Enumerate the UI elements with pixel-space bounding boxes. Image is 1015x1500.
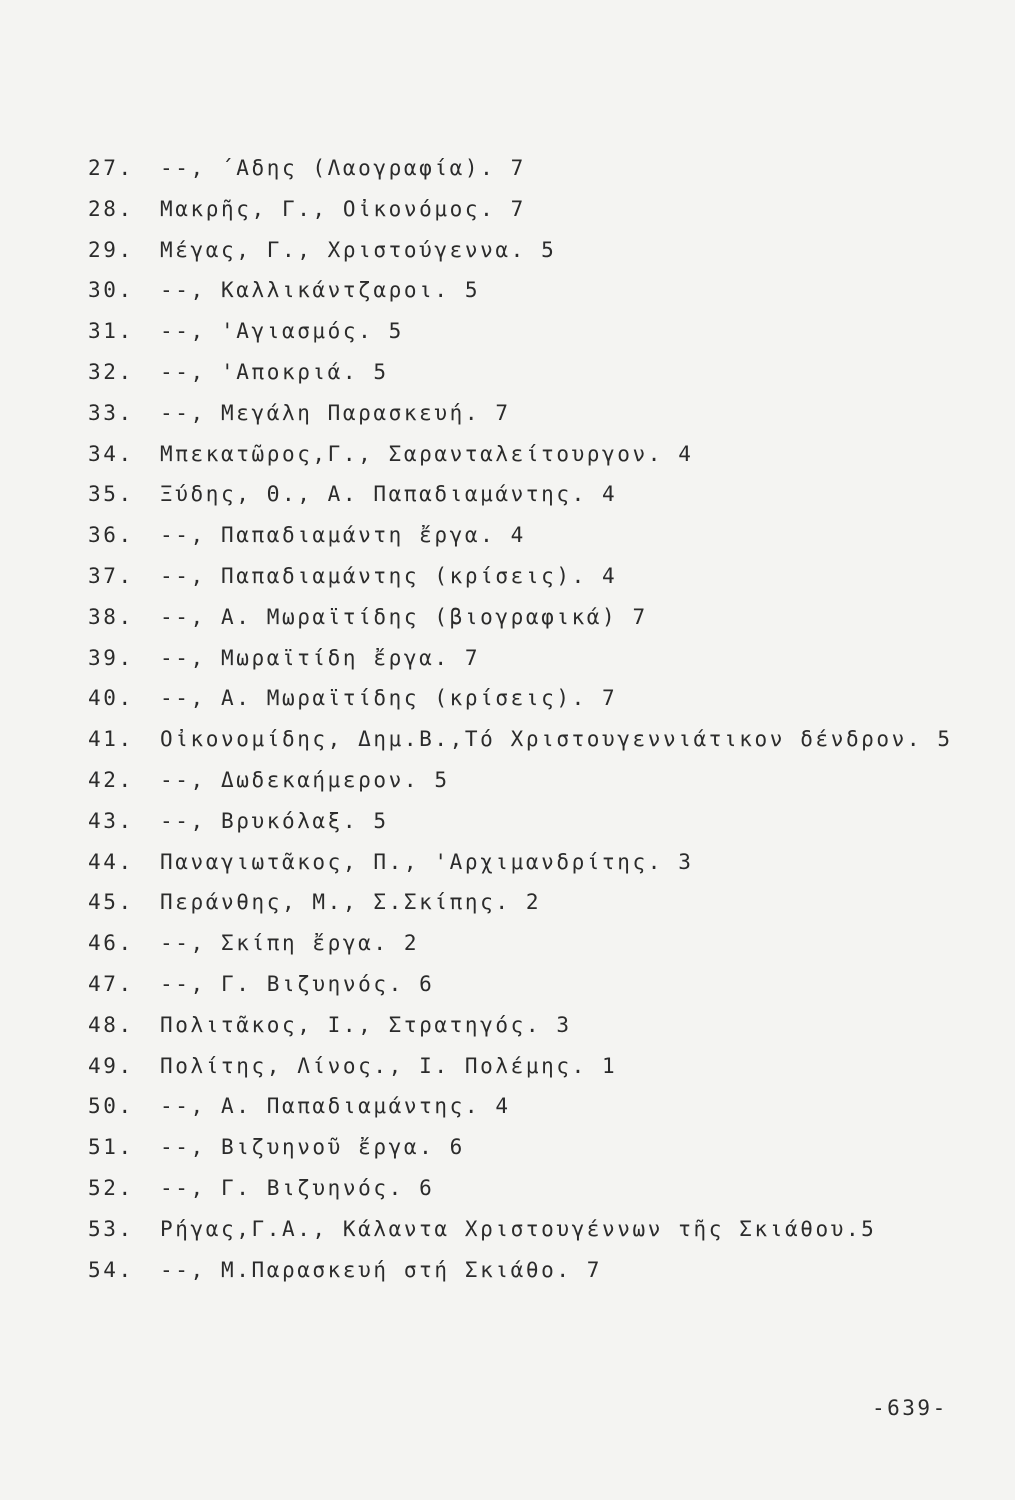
list-item xyxy=(88,230,978,271)
entry-text: Οἰκονομίδης, Δημ.Β.,Τό Χριστουγεννιάτικον δένδρον. 5 xyxy=(160,727,953,752)
entry-number: 35. xyxy=(88,482,134,507)
list-item xyxy=(88,1127,978,1168)
entry-text: Πολιτᾶκος, Ι., Στρατηγός. 3 xyxy=(160,1012,572,1037)
entry-number: 32. xyxy=(88,359,134,384)
entry-text: --, Βιζυηνοῦ ἔργα. 6 xyxy=(160,1135,465,1160)
list-item xyxy=(88,434,978,475)
list-item xyxy=(88,964,978,1005)
entry-number: 51. xyxy=(88,1135,134,1160)
entry-number: 45. xyxy=(88,890,134,915)
entry-number: 47. xyxy=(88,971,134,996)
list-item xyxy=(88,1086,978,1127)
entry-number: 29. xyxy=(88,237,134,262)
entry-number: 44. xyxy=(88,849,134,874)
list-item xyxy=(88,515,978,556)
entry-text: --, Μωραϊτίδη ἔργα. 7 xyxy=(160,645,481,670)
entry-number: 30. xyxy=(88,278,134,303)
bibliography-list xyxy=(88,148,978,1290)
list-item xyxy=(88,1250,978,1291)
list-item xyxy=(88,189,978,230)
entry-number: 31. xyxy=(88,319,134,344)
entry-number: 42. xyxy=(88,767,134,792)
entry-text: Περάνθης, Μ., Σ.Σκίπης. 2 xyxy=(160,890,542,915)
entry-number: 38. xyxy=(88,604,134,629)
page-number: -639- xyxy=(872,1396,948,1420)
entry-number: 36. xyxy=(88,523,134,548)
entry-text: --, Σκίπη ἔργα. 2 xyxy=(160,931,420,956)
list-item xyxy=(88,474,978,515)
entry-text: --, Γ. Βιζυηνός. 6 xyxy=(160,1175,435,1200)
entry-text: --, Γ. Βιζυηνός. 6 xyxy=(160,971,435,996)
entry-text: Μπεκατῶρος,Γ., Σαρανταλείτουργον. 4 xyxy=(160,441,694,466)
entry-text: --, Α. Μωραϊτίδης (βιογραφικά) 7 xyxy=(160,604,648,629)
entry-number: 54. xyxy=(88,1257,134,1282)
list-item xyxy=(88,678,978,719)
entry-text: Ξύδης, Θ., Α. Παπαδιαμάντης. 4 xyxy=(160,482,618,507)
entry-text: --, Καλλικάντζαροι. 5 xyxy=(160,278,481,303)
list-item xyxy=(88,842,978,883)
entry-number: 34. xyxy=(88,441,134,466)
list-item xyxy=(88,801,978,842)
entry-text: --, Α. Μωραϊτίδης (κρίσεις). 7 xyxy=(160,686,618,711)
entry-text: Ρήγας,Γ.Α., Κάλαντα Χριστουγέννων τῆς Σκιάθου.5 xyxy=(160,1216,877,1241)
list-item xyxy=(88,1005,978,1046)
list-item xyxy=(88,760,978,801)
entry-text: Πολίτης, Λίνος., Ι. Πολέμης. 1 xyxy=(160,1053,618,1078)
entry-number: 50. xyxy=(88,1094,134,1119)
list-item xyxy=(88,393,978,434)
list-item xyxy=(88,1046,978,1087)
entry-number: 40. xyxy=(88,686,134,711)
entry-text: Μέγας, Γ., Χριστούγεννα. 5 xyxy=(160,237,557,262)
list-item xyxy=(88,148,978,189)
entry-text: --, 'Αποκριά. 5 xyxy=(160,359,389,384)
list-item xyxy=(88,556,978,597)
entry-number: 37. xyxy=(88,563,134,588)
entry-number: 49. xyxy=(88,1053,134,1078)
entry-text: --, Α. Παπαδιαμάντης. 4 xyxy=(160,1094,511,1119)
entry-text: --, Δωδεκαήμερον. 5 xyxy=(160,767,450,792)
entry-number: 39. xyxy=(88,645,134,670)
entry-text: --, 'Αγιασμός. 5 xyxy=(160,319,404,344)
list-item xyxy=(88,352,978,393)
entry-number: 27. xyxy=(88,156,134,180)
entry-number: 43. xyxy=(88,808,134,833)
entry-number: 48. xyxy=(88,1012,134,1037)
list-item xyxy=(88,1209,978,1250)
list-item xyxy=(88,882,978,923)
list-item xyxy=(88,597,978,638)
list-item xyxy=(88,923,978,964)
entry-number: 53. xyxy=(88,1216,134,1241)
entry-number: 41. xyxy=(88,727,134,752)
entry-text: Μακρῆς, Γ., Οἰκονόμος. 7 xyxy=(160,196,526,221)
entry-text: --, Παπαδιαμάντης (κρίσεις). 4 xyxy=(160,563,618,588)
list-item xyxy=(88,1168,978,1209)
list-item xyxy=(88,638,978,679)
entry-text: --, Μεγάλη Παρασκευή. 7 xyxy=(160,400,511,425)
entry-number: 28. xyxy=(88,196,134,221)
list-item xyxy=(88,311,978,352)
entry-text: --, ΄Αδης (Λαογραφία). 7 xyxy=(160,156,526,180)
entry-number: 46. xyxy=(88,931,134,956)
entry-text: --, Βρυκόλαξ. 5 xyxy=(160,808,389,833)
entry-number: 52. xyxy=(88,1175,134,1200)
entry-text: --, Μ.Παρασκευή στή Σκιάθο. 7 xyxy=(160,1257,603,1282)
list-item xyxy=(88,719,978,760)
entry-text: Παναγιωτᾶκος, Π., 'Αρχιμανδρίτης. 3 xyxy=(160,849,694,874)
entry-number: 33. xyxy=(88,400,134,425)
entry-text: --, Παπαδιαμάντη ἔργα. 4 xyxy=(160,523,526,548)
list-item xyxy=(88,270,978,311)
